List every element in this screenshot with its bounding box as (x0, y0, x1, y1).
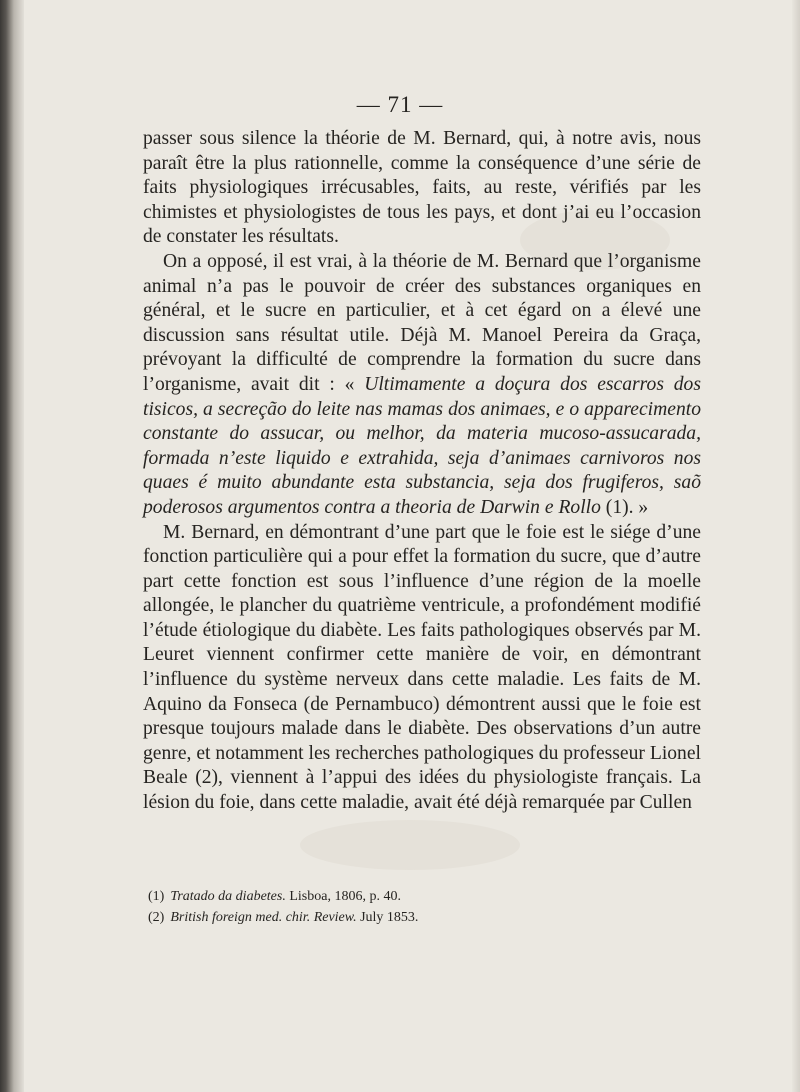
footnote-1 (148, 886, 688, 907)
footnote-details: July 1853. (356, 910, 419, 925)
paragraph-3: M. Bernard, en démontrant d’une part que le foie est le siége d’une fonction particulière qui a pour effet la formation du sucre, que d’autre part cette fonction est sous l’influence d’une région de la moelle allongée, le plancher du quatrième ventricule, a profondément modifié l’étude étiologique du diabète. Les faits pathologiques observés par M. Leuret viennent confirmer cette manière de voir, en démontrant l’influence du système nerveux dans cette maladie. Les faits de M. Aquino da Fonseca (de Pernambuco) démontrent aussi que le foie est presque toujours malade dans le diabète. Des observations d’un autre genre, et notamment les recherches pathologiques du professeur Lionel Beale (2), viennent à l’appui des idées du physiologiste français. La lésion du foie, dans cette maladie, avait été déjà remarquée par Cullen (143, 521, 701, 814)
footnote-title: Tratado da diabetes. (170, 889, 286, 904)
paragraph-2-footnote-ref: (1). » (600, 496, 649, 518)
portuguese-quotation: Ultimamente a doçura dos escarros dos tisicos, a secreção do leite nas mamas dos animaes, e o apparecimento constante do assucar, ou melhor, da materia mucoso-assucarada, formada n’este liquido e extrahida, seja d’animaes carnivoros nos quaes é muito abundante esta substancia, seja dos frugiferos, saõ poderosos argumentos contra a theoria de Darwin e Rollo (143, 373, 701, 518)
body-text (143, 127, 701, 816)
paragraph-2-text: On a opposé, il est vrai, à la théorie de M. Bernard que l’organisme animal n’a pas le pouvoir de créer des substances organiques en général, et le sucre en particulier, et à cet égard on a élevé une discussion sans résultat utile. Déjà M. Manoel Pereira da Graça, prévoyant la difficulté de comprendre la formation du sucre dans l’organisme, avait dit : « (143, 250, 701, 395)
footnote-marker: (1) (148, 889, 165, 904)
footnote-details: Lisboa, 1806, p. 40. (285, 889, 401, 904)
paper-stain (300, 820, 520, 870)
book-binding-edge (0, 0, 24, 1092)
footnote-marker: (2) (148, 910, 165, 925)
paragraph-2 (143, 250, 701, 521)
paragraph-1: passer sous silence la théorie de M. Bernard, qui, à notre avis, nous paraît être la plus rationnelle, comme la conséquence d’une série de faits physiologiques irrécusables, faits, au reste, vérifiés par les chimistes et physiologistes de tous les pays, et dont j’ai eu l’occasion de constater les résultats. (143, 128, 701, 248)
page-right-edge (792, 0, 800, 1092)
footnote-2 (148, 907, 688, 928)
footnotes (148, 886, 688, 928)
footnote-title: British foreign med. chir. Review. (170, 910, 357, 925)
page-number: — 71 — (356, 92, 444, 117)
